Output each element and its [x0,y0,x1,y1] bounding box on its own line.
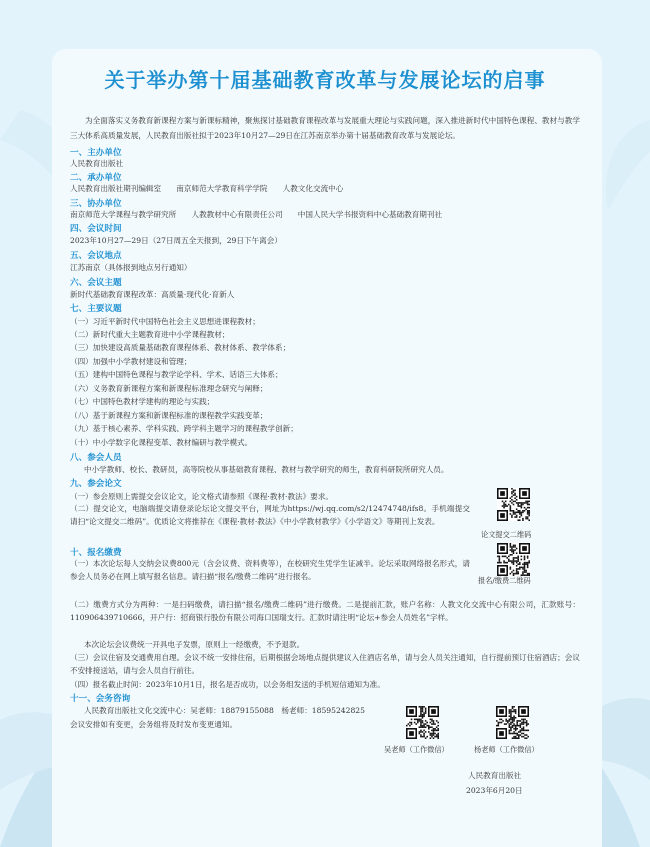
section-heading-theme: 六、会议主题 [70,278,122,288]
section-heading-contact: 十一、会务咨询 [70,694,131,704]
intro-paragraph: 为全面落实义务教育新课程方案与新课标精神，聚焦探讨基础教育课程改革与发展重大理论与实践问题，深入推进新时代中国特色课程、教材与教学三大体系高质量发展，人民教育出版社拟于2023年10月27—29日在江苏南京举办第十届基础教育改革与发展论坛。 [70,116,580,140]
section-heading-attendees: 八、参会人员 [70,453,122,463]
wu-wechat-qr-code[interactable] [406,706,439,739]
location-text: 江苏南京（具体报到地点另行通知） [70,263,192,272]
register-pay-qr-caption: 报名/缴费二维码 [478,576,531,585]
section-heading-undertaker: 二、承办单位 [70,173,122,183]
attendees-text: 中小学教师、校长、教研员，高等院校从事基础教育课程、教材与教学研究的师生，教育科研院所研究人员。 [84,465,449,474]
section-heading-papers: 九、参会论文 [70,479,122,489]
section-heading-organizer: 一、主办单位 [70,148,122,158]
change-notice-text: 会议安排如有变更，会务组将及时发布变更通知。 [70,720,238,729]
yang-wechat-qr-code[interactable] [496,706,529,739]
topic-item: （七）中国特色教材学建构的理论与实践； [70,397,215,406]
undertaker-text: 人民教育出版社期刊编辑室 南京师范大学教育科学学院 人教文化交流中心 [70,184,344,193]
paper-submit-qr-caption: 论文提交二维码 [481,530,532,539]
co-organizer-text: 南京师范大学课程与教学研究所 人教教材中心有限责任公司 中国人民大学书报资料中心基础教育期刊社 [70,210,443,219]
paper-rule-1: （一）参会原则上需提交会议论文，论文格式请参照《课程·教材·教法》要求。 [70,492,334,501]
registration-rule-3: 本次论坛会议费统一开具电子发票，原则上一经缴费，不予退款。 [84,640,305,649]
topic-item: （六）义务教育新课程方案和新课程标准理念研究与阐释； [70,384,268,393]
registration-rule-5: （四）报名截止时间：2023年10月1日，报名是否成功，以会务组发送的手机短信通知为准。 [70,680,385,689]
section-heading-time: 四、会议时间 [70,224,122,234]
topic-item: （八）基于新课程方案和新课程标准的课程教学实践变革； [70,411,268,420]
wu-wechat-qr-caption: 吴老师（工作微信） [384,745,449,754]
topic-item: （九）基于核心素养、学科实践、跨学科主题学习的课程教学创新； [70,424,298,433]
paper-submit-qr-code[interactable] [497,488,530,521]
contact-text: 人民教育出版社文化交流中心：吴老师：18879155088 杨老师：18595242825 [84,706,365,715]
section-heading-registration: 十、报名缴费 [70,548,122,558]
registration-rule-4: （三）会议住宿及交通费用自理。会议不统一安排住宿，后期根据会场地点提供建议入住酒店名单，请与会人员关注通知，自行提前预订住宿酒店；会议不安排接送站，请与会人员自行前往。 [70,653,580,675]
topic-item: （四）加强中小学教材建设和管理； [70,357,192,366]
organizer-text: 人民教育出版社 [70,159,124,168]
signature-date: 2023年6月20日 [466,786,523,795]
topic-item: （五）建构中国特色课程与教学论学科、学术、话语三大体系； [70,370,283,379]
time-text: 2023年10月27—29日（27日周五全天报到，29日下午离会） [70,236,282,245]
section-heading-co-organizer: 三、协办单位 [70,199,122,209]
topic-item: （二）新时代重大主题教育进中小学课程教材； [70,330,230,339]
section-heading-location: 五、会议地点 [70,251,122,261]
topic-item: （一）习近平新时代中国特色社会主义思想进课程教材； [70,317,260,326]
registration-rule-2: （二）缴费方式分为两种：一是扫码缴费，请扫描“报名/缴费二维码”进行缴费。二是提前汇款，账户名称：人教文化交流中心有限公司，汇款账号：110906439710666，开户行：招商银行股份有限公司海口国瑞支行。汇款时请注明“论坛+参会人员姓名”字样。 [70,600,580,622]
paper-rule-2: （二）提交论文，电脑端提交请登录论坛论文提交平台，网址为https://wj.qq.com/s2/12474748/ifs8。手机端提交请扫“论文提交二维码”。优质论文将推荐在《课程·教材·教法》《中小学教材教学》《小学语文》等期刊上发表。 [70,504,470,526]
theme-text: 新时代基础教育课程改革：高质量·现代化·育新人 [70,290,235,299]
register-pay-qr-code[interactable] [497,543,530,576]
topic-item: （三）加快建设高质量基础教育课程体系、教材体系、教学体系； [70,343,291,352]
signature-org: 人民教育出版社 [468,771,522,780]
section-heading-topics: 七、主要议题 [70,304,122,314]
registration-rule-1: （一）本次论坛每人交纳会议费800元（含会议费、资料费等），在校研究生凭学生证减半。论坛采取网络报名形式，请参会人员务必在网上填写报名信息。请扫描“报名/缴费二维码”进行报名。 [70,559,470,581]
page-title: 关于举办第十届基础教育改革与发展论坛的启事 [104,68,546,92]
yang-wechat-qr-caption: 杨老师（工作微信） [474,745,539,754]
topic-item: （十）中小学数字化课程变革、教材编研与教学模式。 [70,438,253,447]
